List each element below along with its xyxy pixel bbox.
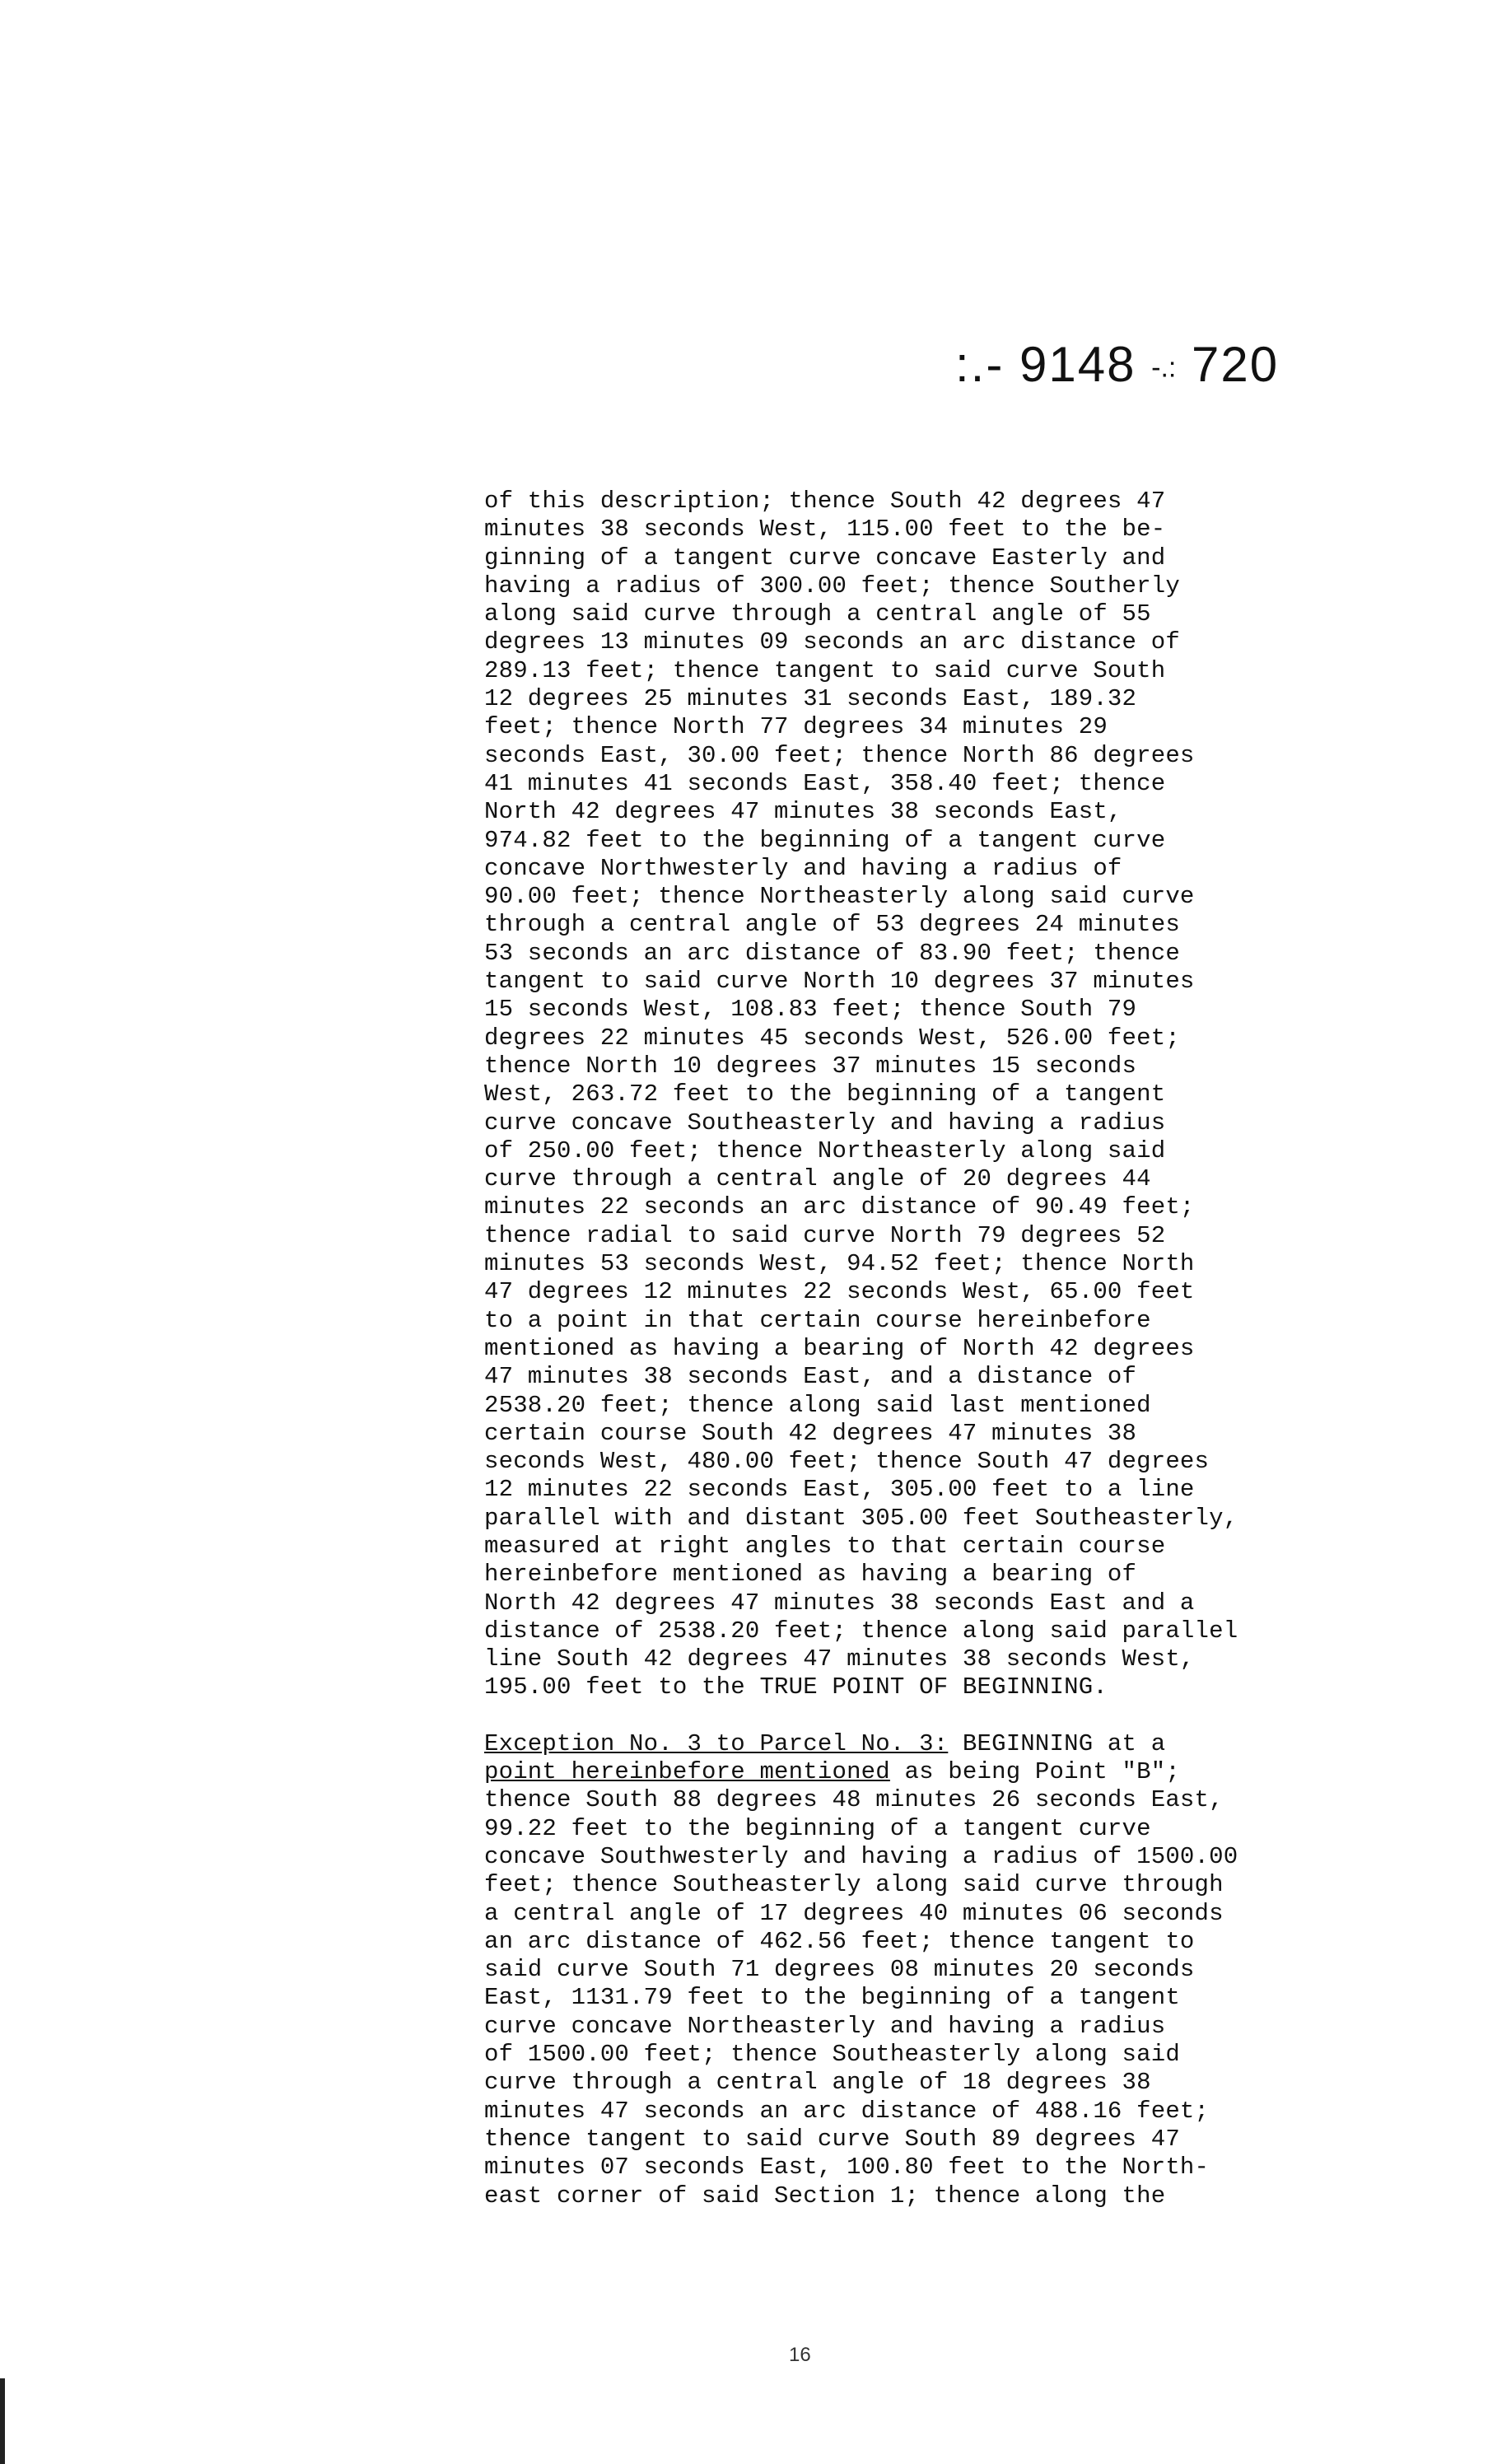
text-line: degrees 22 minutes 45 seconds West, 526.00 feet; [484, 1024, 1180, 1052]
text-line: thence tangent to said curve South 89 degrees 47 [484, 2125, 1180, 2153]
text-line: minutes 38 seconds West, 115.00 feet to the be- [484, 516, 1166, 544]
text-line: of 250.00 feet; thence Northeasterly along said [484, 1136, 1166, 1164]
text-line: thence South 88 degrees 48 minutes 26 seconds East, [484, 1786, 1224, 1814]
text-line: east corner of said Section 1; thence along the [484, 2182, 1166, 2210]
legal-description [484, 488, 1415, 2210]
text-line: 2538.20 feet; thence along said last mentioned [484, 1391, 1151, 1419]
exception-second-line-rest: as being Point "B"; [889, 1758, 1180, 1786]
page-ref: 720 [1192, 337, 1280, 392]
exception-heading: Exception No. 3 to Parcel No. 3: [484, 1729, 949, 1757]
text-line: thence radial to said curve North 79 degrees 52 [484, 1221, 1166, 1249]
text-line: 12 minutes 22 seconds East, 305.00 feet to a line [484, 1476, 1195, 1504]
text-line: feet; thence North 77 degrees 34 minutes 29 [484, 713, 1108, 741]
exception-body-lines [484, 1786, 1415, 2210]
text-line: through a central angle of 53 degrees 24 minutes [484, 911, 1180, 939]
exception-second-line [484, 1758, 1415, 1786]
text-line: tangent to said curve North 10 degrees 37 minutes [484, 968, 1195, 996]
text-line: curve concave Northeasterly and having a radius [484, 2012, 1166, 2040]
text-line: 12 degrees 25 minutes 31 seconds East, 189.32 [484, 685, 1137, 713]
text-line: 974.82 feet to the beginning of a tangent curve [484, 826, 1166, 854]
paragraph-gap [484, 1702, 1415, 1730]
text-line: thence North 10 degrees 37 minutes 15 seconds [484, 1052, 1137, 1080]
text-line: to a point in that certain course hereinbefore [484, 1306, 1151, 1334]
text-line: certain course South 42 degrees 47 minutes 38 [484, 1419, 1137, 1447]
header-left-mark: :.- [955, 337, 1005, 392]
text-line: North 42 degrees 47 minutes 38 seconds East and a [484, 1589, 1195, 1617]
scan-edge-mark [0, 2378, 5, 2464]
exception-heading-rest: BEGINNING at a [948, 1729, 1166, 1757]
text-line: ginning of a tangent curve concave Easterly and [484, 544, 1166, 572]
book-number: 9148 [1019, 337, 1136, 392]
text-line: curve concave Southeasterly and having a radius [484, 1108, 1166, 1136]
text-line: minutes 47 seconds an arc distance of 488.16 feet; [484, 2097, 1210, 2125]
text-line: of 1500.00 feet; thence Southeasterly along said [484, 2041, 1180, 2069]
text-line: 90.00 feet; thence Northeasterly along said curve [484, 883, 1195, 911]
book-page-reference [955, 336, 1279, 393]
text-line: 195.00 feet to the TRUE POINT OF BEGINNING. [484, 1673, 1108, 1701]
text-line: of this description; thence South 42 degrees 47 [484, 488, 1166, 515]
text-line: 15 seconds West, 108.83 feet; thence South 79 [484, 996, 1137, 1024]
text-line: parallel with and distant 305.00 feet Southeasterly, [484, 1504, 1238, 1532]
text-line: hereinbefore mentioned as having a bearing of [484, 1561, 1137, 1589]
text-line: 99.22 feet to the beginning of a tangent curve [484, 1814, 1151, 1842]
text-line: 41 minutes 41 seconds East, 358.40 feet; thence [484, 769, 1166, 797]
page-number: 16 [789, 2344, 811, 2366]
text-line: minutes 53 seconds West, 94.52 feet; thence North [484, 1250, 1195, 1278]
text-line: said curve South 71 degrees 08 minutes 20 seconds [484, 1956, 1195, 1984]
text-line: mentioned as having a bearing of North 42 degrees [484, 1334, 1195, 1362]
text-line: seconds West, 480.00 feet; thence South 47 degrees [484, 1448, 1210, 1476]
text-line: distance of 2538.20 feet; thence along said parallel [484, 1617, 1238, 1645]
text-line: having a radius of 300.00 feet; thence Southerly [484, 572, 1180, 600]
text-line: minutes 07 seconds East, 100.80 feet to the North- [484, 2154, 1210, 2182]
exception-heading-line [484, 1730, 1415, 1758]
text-line: curve through a central angle of 20 degrees 44 [484, 1165, 1151, 1193]
text-line: along said curve through a central angle of 55 [484, 600, 1151, 628]
text-line: 53 seconds an arc distance of 83.90 feet; thence [484, 939, 1180, 967]
text-line: minutes 22 seconds an arc distance of 90.49 feet; [484, 1193, 1195, 1221]
header-separator: -.: [1151, 352, 1177, 384]
text-line: 47 minutes 38 seconds East, and a distance of [484, 1363, 1137, 1391]
text-line: curve through a central angle of 18 degrees 38 [484, 2069, 1151, 2097]
text-line: measured at right angles to that certain course [484, 1532, 1166, 1560]
text-line: West, 263.72 feet to the beginning of a tangent [484, 1080, 1166, 1108]
text-line: feet; thence Southeasterly along said curve through [484, 1871, 1224, 1899]
paragraph-exception-3 [484, 1730, 1415, 2210]
text-line: 47 degrees 12 minutes 22 seconds West, 65.00 feet [484, 1278, 1195, 1306]
text-line: degrees 13 minutes 09 seconds an arc distance of [484, 628, 1180, 656]
text-line: concave Southwesterly and having a radius of 1500.00 [484, 1842, 1238, 1870]
text-line: seconds East, 30.00 feet; thence North 86 degrees [484, 741, 1195, 769]
exception-point-reference: point hereinbefore mentioned [484, 1758, 890, 1786]
text-line: a central angle of 17 degrees 40 minutes 06 seconds [484, 1899, 1224, 1927]
text-line: 289.13 feet; thence tangent to said curve South [484, 656, 1166, 684]
text-line: North 42 degrees 47 minutes 38 seconds East, [484, 798, 1122, 826]
text-line: concave Northwesterly and having a radius of [484, 854, 1122, 882]
text-line: line South 42 degrees 47 minutes 38 seconds West, [484, 1645, 1195, 1673]
text-line: East, 1131.79 feet to the beginning of a tangent [484, 1984, 1180, 2012]
paragraph-description-continuation [484, 488, 1415, 1702]
text-line: an arc distance of 462.56 feet; thence tangent to [484, 1927, 1195, 1955]
